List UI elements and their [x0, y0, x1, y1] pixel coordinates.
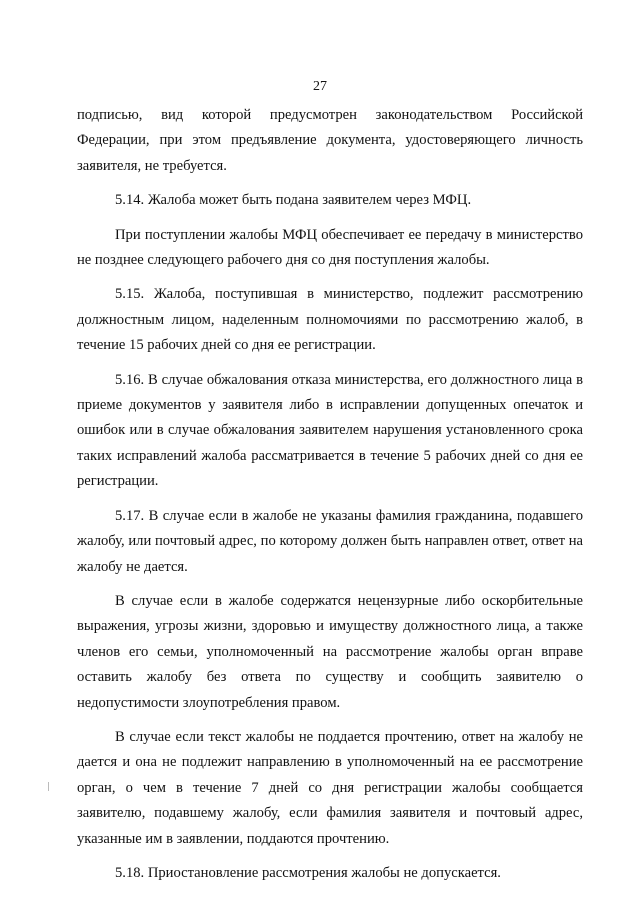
paragraph-mfc-transfer: При поступлении жалобы МФЦ обеспечивает ее передачу в министерство не позднее следующего рабочего дня со дня поступления жалобы.	[77, 226, 583, 269]
page-number: 27	[313, 79, 327, 94]
paragraph-illegible-text: В случае если текст жалобы не поддается прочтению, ответ на жалобу не дается и она не подлежит направлению в уполномоченный на ее рассмотрение орган, о чем в течение 7 дней со дня регистрации жалобы сообщается заявителю, подавшему жалобу, если фамилия заявителя и почтовый адрес, указанные им в заявлении, поддаются прочтению.	[77, 728, 583, 847]
paragraph-5-15: 5.15. Жалоба, поступившая в министерство, подлежит рассмотрению должностным лицом, наделенным полномочиями по рассмотрению жалоб, в течение 15 рабочих дней со дня ее регистрации.	[77, 286, 583, 354]
paragraph-5-18: 5.18. Приостановление рассмотрения жалобы не допускается.	[115, 864, 501, 881]
paragraph-5-14: 5.14. Жалоба может быть подана заявителем через МФЦ.	[115, 192, 472, 209]
document-body	[77, 103, 583, 886]
paragraph-continuation: подписью, вид которой предусмотрен законодательством Российской Федерации, при этом предъявление документа, удостоверяющего личность заявителя, не требуется.	[77, 107, 583, 174]
paragraph-5-17: 5.17. В случае если в жалобе не указаны фамилия гражданина, подавшего жалобу, или почтовый адрес, по которому должен быть направлен ответ, ответ на жалобу не дается.	[77, 507, 583, 575]
paragraph-offensive-language: В случае если в жалобе содержатся нецензурные либо оскорбительные выражения, угрозы жизни, здоровью и имуществу должностного лица, а также членов его семьи, уполномоченный на рассмотрение жалобы орган вправе оставить жалобу без ответа по существу и сообщить заявителю о недопустимости злоупотребления правом.	[77, 592, 583, 711]
scan-margin-mark	[48, 782, 49, 791]
paragraph-5-16: 5.16. В случае обжалования отказа министерства, его должностного лица в приеме документов у заявителя либо в исправлении допущенных опечаток и ошибок или в случае обжалования заявителем нарушения установленного срока таких исправлений жалоба рассматривается в течение 5 рабочих дней со дня ее регистрации.	[77, 371, 583, 490]
